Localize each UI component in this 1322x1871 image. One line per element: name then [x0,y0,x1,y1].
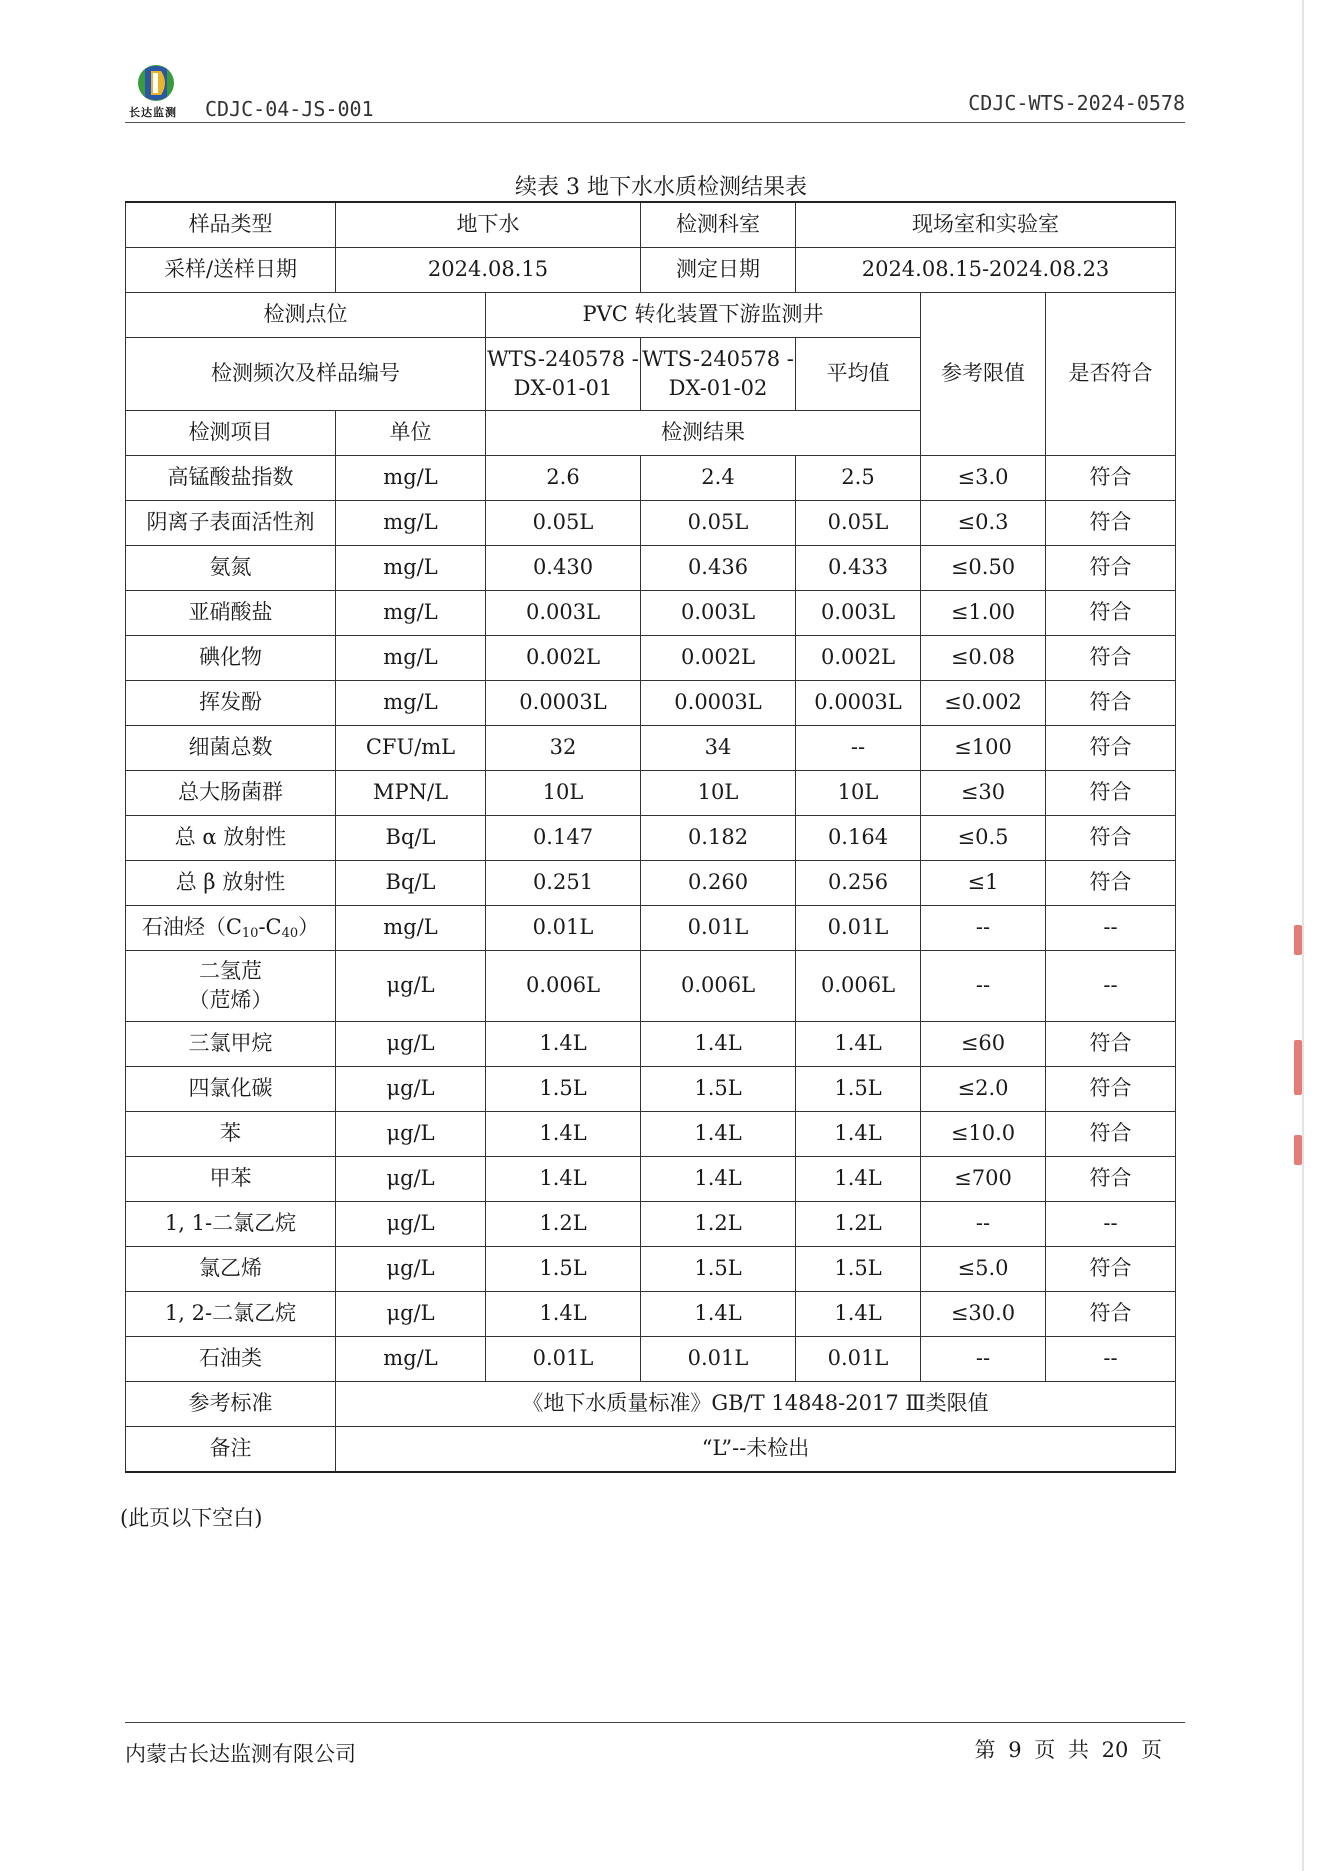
value1-cell: 32 [486,726,641,771]
ref-cell: -- [921,1202,1046,1247]
unit-cell: mg/L [336,501,486,546]
value1-cell: 0.147 [486,816,641,861]
value2-cell: 0.182 [641,816,796,861]
item-cell: 1, 2-二氯乙烷 [126,1292,336,1337]
ref-cell: ≤100 [921,726,1046,771]
standard-value: 《地下水质量标准》GB/T 14848-2017 Ⅲ类限值 [336,1382,1176,1427]
comply-cell: 符合 [1046,726,1176,771]
table-row [126,1067,1176,1112]
comply-cell: -- [1046,1337,1176,1382]
value2-cell: 0.260 [641,861,796,906]
value1-cell: 1.4L [486,1112,641,1157]
unit-cell: mg/L [336,681,486,726]
table-row [126,1202,1176,1247]
value2-cell: 1.2L [641,1202,796,1247]
ref-cell: ≤3.0 [921,456,1046,501]
unit-cell: Bq/L [336,861,486,906]
comply-header: 是否符合 [1046,293,1176,456]
value2-cell: 34 [641,726,796,771]
table-row [126,771,1176,816]
value1-cell: 0.05L [486,501,641,546]
rows-group-a [126,456,1176,906]
avg-cell: 1.5L [796,1067,921,1112]
standard-row [126,1382,1176,1427]
item-cell: 总大肠菌群 [126,771,336,816]
table-row [126,636,1176,681]
comply-cell: 符合 [1046,1022,1176,1067]
unit-cell: mg/L [336,906,486,951]
results-table [125,201,1176,1473]
ref-cell: ≤10.0 [921,1112,1046,1157]
table-row [126,1157,1176,1202]
point-value: PVC 转化装置下游监测井 [486,293,921,338]
item-cell: 三氯甲烷 [126,1022,336,1067]
value1-cell: 1.4L [486,1292,641,1337]
avg-cell: 0.01L [796,906,921,951]
measure-date-label: 测定日期 [641,248,796,293]
avg-cell: 1.2L [796,1202,921,1247]
ref-cell: ≤1.00 [921,591,1046,636]
item-cell [126,906,336,951]
rows-group-b [126,1022,1176,1382]
value2-cell: 2.4 [641,456,796,501]
table-row [126,726,1176,771]
value2-cell: 1.4L [641,1157,796,1202]
item-cell: 总 β 放射性 [126,861,336,906]
table-row [126,546,1176,591]
item-cell: 苯 [126,1112,336,1157]
table-row [126,906,1176,951]
item-cell: 四氯化碳 [126,1067,336,1112]
comply-cell: 符合 [1046,681,1176,726]
unit-cell: μg/L [336,951,486,1022]
info-row-sample-type [126,202,1176,248]
unit-cell: mg/L [336,1337,486,1382]
comply-cell: -- [1046,906,1176,951]
ref-cell: ≤0.3 [921,501,1046,546]
freq-label: 检测频次及样品编号 [126,338,486,411]
doc-code-right: CDJC-WTS-2024-0578 [968,91,1185,115]
value1-cell: 1.2L [486,1202,641,1247]
comply-cell: 符合 [1046,771,1176,816]
blank-below-note: (此页以下空白) [120,1506,263,1530]
footer-page-number: 第 9 页 共 20 页 [974,1738,1162,1762]
item-cell: 高锰酸盐指数 [126,456,336,501]
ref-cell: -- [921,951,1046,1022]
doc-code-left: CDJC-04-JS-001 [205,97,374,121]
table-row [126,1292,1176,1337]
comply-cell: 符合 [1046,546,1176,591]
avg-cell: 1.4L [796,1157,921,1202]
ref-cell: ≤0.5 [921,816,1046,861]
unit-cell: μg/L [336,1067,486,1112]
ref-cell: ≤0.002 [921,681,1046,726]
remark-label: 备注 [126,1427,336,1473]
sample1-header: WTS-240578 -DX-01-01 [486,338,641,411]
table-row [126,1337,1176,1382]
item-prefix: 石油烃（C [141,914,242,939]
value2-cell: 1.4L [641,1022,796,1067]
unit-cell: mg/L [336,456,486,501]
comply-cell: 符合 [1046,501,1176,546]
value1-cell: 0.01L [486,1337,641,1382]
comply-cell: 符合 [1046,1112,1176,1157]
table-row [126,1247,1176,1292]
value2-cell: 0.05L [641,501,796,546]
item-cell: 石油类 [126,1337,336,1382]
ref-header: 参考限值 [921,293,1046,456]
value1-cell: 0.01L [486,906,641,951]
value1-cell: 1.4L [486,1157,641,1202]
header-rule [125,122,1185,123]
value1-cell: 1.5L [486,1067,641,1112]
value1-cell: 0.430 [486,546,641,591]
ref-cell: -- [921,906,1046,951]
unit-cell: μg/L [336,1247,486,1292]
page-edge [1302,0,1304,1871]
table-row [126,816,1176,861]
avg-cell: 0.003L [796,591,921,636]
footer-rule [125,1722,1185,1723]
value1-cell: 1.5L [486,1247,641,1292]
sample-type-value: 地下水 [336,202,641,248]
unit-cell: Bq/L [336,816,486,861]
value2-cell: 1.5L [641,1067,796,1112]
ref-cell: ≤0.08 [921,636,1046,681]
item-cell: 碘化物 [126,636,336,681]
point-label: 检测点位 [126,293,486,338]
comply-cell: -- [1046,951,1176,1022]
comply-cell: 符合 [1046,861,1176,906]
avg-cell: 2.5 [796,456,921,501]
item-line1: 二氢苊 [199,958,262,983]
table-row [126,591,1176,636]
unit-cell: μg/L [336,1292,486,1337]
item-line2: （苊烯） [188,988,273,1012]
subscript-10: 10 [241,925,259,941]
ref-cell: ≤30 [921,771,1046,816]
seal-fragment [1294,1040,1302,1095]
avg-cell: 10L [796,771,921,816]
avg-cell: 1.4L [796,1112,921,1157]
avg-cell: 0.164 [796,816,921,861]
item-cell: 挥发酚 [126,681,336,726]
unit-cell: μg/L [336,1112,486,1157]
standard-label: 参考标准 [126,1382,336,1427]
value2-cell: 0.01L [641,1337,796,1382]
sampling-date-label: 采样/送样日期 [126,248,336,293]
avg-cell: 1.4L [796,1292,921,1337]
comply-cell: 符合 [1046,1247,1176,1292]
ref-cell: ≤0.50 [921,546,1046,591]
item-cell: 阴离子表面活性剂 [126,501,336,546]
unit-header: 单位 [336,411,486,456]
footer-company: 内蒙古长达监测有限公司 [125,1742,356,1766]
avg-cell: 0.256 [796,861,921,906]
seal-fragment [1294,1135,1302,1165]
avg-cell: 1.4L [796,1022,921,1067]
avg-cell: 0.433 [796,546,921,591]
value1-cell: 2.6 [486,456,641,501]
table-row [126,1022,1176,1067]
comply-cell: 符合 [1046,456,1176,501]
value2-cell: 0.002L [641,636,796,681]
item-cell: 1, 1-二氯乙烷 [126,1202,336,1247]
value1-cell: 0.003L [486,591,641,636]
unit-cell: μg/L [336,1022,486,1067]
unit-cell: mg/L [336,636,486,681]
item-cell: 总 α 放射性 [126,816,336,861]
unit-cell: MPN/L [336,771,486,816]
page-header [125,55,1185,125]
value1-cell: 0.002L [486,636,641,681]
avg-cell: 0.002L [796,636,921,681]
ref-cell: ≤5.0 [921,1247,1046,1292]
seal-fragment [1294,925,1302,955]
remark-value: “L”--未检出 [336,1427,1176,1473]
sampling-date-value: 2024.08.15 [336,248,641,293]
ref-cell: ≤2.0 [921,1067,1046,1112]
value1-cell: 0.006L [486,951,641,1022]
value2-cell: 0.006L [641,951,796,1022]
item-cell: 氯乙烯 [126,1247,336,1292]
ref-cell: ≤30.0 [921,1292,1046,1337]
result-header: 检测结果 [486,411,921,456]
measure-date-value: 2024.08.15-2024.08.23 [796,248,1176,293]
unit-cell: CFU/mL [336,726,486,771]
comply-cell: 符合 [1046,1067,1176,1112]
ref-cell: ≤700 [921,1157,1046,1202]
value2-cell: 10L [641,771,796,816]
value2-cell: 0.01L [641,906,796,951]
unit-cell: μg/L [336,1202,486,1247]
sample2-header: WTS-240578 -DX-01-02 [641,338,796,411]
ref-cell: -- [921,1337,1046,1382]
avg-cell: 0.006L [796,951,921,1022]
value2-cell: 0.003L [641,591,796,636]
avg-cell: 1.5L [796,1247,921,1292]
avg-header: 平均值 [796,338,921,411]
avg-cell: -- [796,726,921,771]
unit-cell: μg/L [336,1157,486,1202]
header-row-point [126,293,1176,338]
comply-cell: -- [1046,1202,1176,1247]
comply-cell: 符合 [1046,816,1176,861]
item-cell: 细菌总数 [126,726,336,771]
comply-cell: 符合 [1046,591,1176,636]
value2-cell: 1.5L [641,1247,796,1292]
value1-cell: 10L [486,771,641,816]
lab-value: 现场室和实验室 [796,202,1176,248]
item-cell [126,951,336,1022]
value1-cell: 0.251 [486,861,641,906]
table-row [126,681,1176,726]
value1-cell: 1.4L [486,1022,641,1067]
avg-cell: 0.0003L [796,681,921,726]
item-cell: 亚硝酸盐 [126,591,336,636]
item-cell: 甲苯 [126,1157,336,1202]
table-row [126,951,1176,1022]
ref-cell: ≤60 [921,1022,1046,1067]
lab-label: 检测科室 [641,202,796,248]
item-cell: 氨氮 [126,546,336,591]
value2-cell: 0.436 [641,546,796,591]
comply-cell: 符合 [1046,636,1176,681]
value1-cell: 0.0003L [486,681,641,726]
avg-cell: 0.01L [796,1337,921,1382]
subscript-40: 40 [281,925,299,941]
comply-cell: 符合 [1046,1157,1176,1202]
logo-text: 长达监测 [129,106,177,119]
unit-cell: mg/L [336,546,486,591]
item-mid: -C [258,914,282,939]
table-row [126,456,1176,501]
table-row [126,501,1176,546]
table-row [126,1112,1176,1157]
value2-cell: 1.4L [641,1112,796,1157]
avg-cell: 0.05L [796,501,921,546]
item-header: 检测项目 [126,411,336,456]
ref-cell: ≤1 [921,861,1046,906]
value2-cell: 1.4L [641,1292,796,1337]
table-title: 续表 3 地下水水质检测结果表 [515,175,807,200]
info-row-dates [126,248,1176,293]
table-row [126,861,1176,906]
comply-cell: 符合 [1046,1292,1176,1337]
item-suffix: ） [298,914,320,939]
sample-type-label: 样品类型 [126,202,336,248]
remark-row [126,1427,1176,1473]
value2-cell: 0.0003L [641,681,796,726]
unit-cell: mg/L [336,591,486,636]
